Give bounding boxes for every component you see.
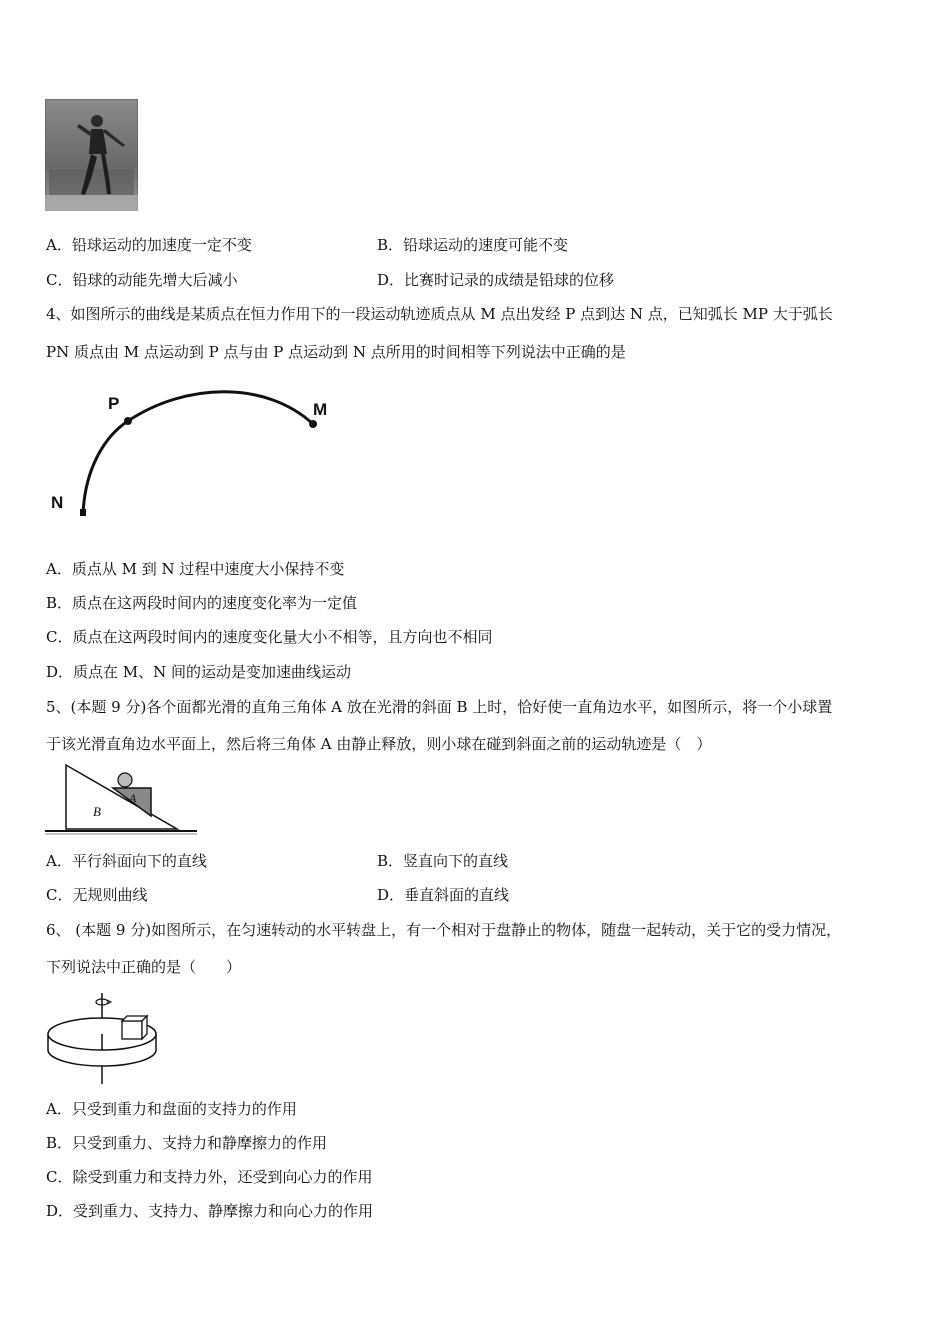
q6-option-c: C．除受到重力和支持力外，还受到向心力的作用 bbox=[46, 1168, 373, 1186]
shot-put-photo bbox=[45, 99, 138, 211]
q5-option-c: C．无规则曲线 bbox=[46, 886, 148, 904]
q5-option-b: B．竖直向下的直线 bbox=[377, 852, 509, 870]
q5-option-a: A．平行斜面向下的直线 bbox=[46, 852, 207, 870]
q6-option-b: B．只受到重力、支持力和静摩擦力的作用 bbox=[46, 1134, 328, 1152]
q6-stem-line1: 6、 (本题 9 分)如图所示，在匀速转动的水平转盘上，有一个相对于盘静止的物体，随盘一起转动，关于它的受力情况， bbox=[46, 921, 842, 939]
q6-option-d: D．受到重力、支持力、静摩擦力和向心力的作用 bbox=[46, 1202, 374, 1220]
q6-option-a: A．只受到重力和盘面的支持力的作用 bbox=[46, 1100, 297, 1118]
q4-stem-line1: 4、如图所示的曲线是某质点在恒力作用下的一段运动轨迹质点从 M 点出发经 P 点到达 N 点，已知弧长 MP 大于弧长 bbox=[46, 305, 833, 323]
q4-label-n: N bbox=[51, 493, 64, 512]
q5-wedge-figure bbox=[45, 760, 200, 838]
q4-option-d: D．质点在 M、N 间的运动是变加速曲线运动 bbox=[46, 663, 352, 681]
q4-option-a: A．质点从 M 到 N 过程中速度大小保持不变 bbox=[46, 560, 345, 578]
q6-turntable-figure bbox=[45, 990, 160, 1087]
q6-stem-line2: 下列说法中正确的是（ ） bbox=[46, 958, 242, 976]
q5-option-d: D．垂直斜面的直线 bbox=[377, 886, 510, 904]
q4-option-c: C．质点在这两段时间内的速度变化量大小不相等，且方向也不相同 bbox=[46, 628, 493, 646]
q5-label-a: A bbox=[129, 791, 137, 805]
q4-stem-line2: PN 质点由 M 点运动到 P 点与由 P 点运动到 N 点所用的时间相等下列说法中正确的是 bbox=[46, 343, 626, 361]
q4-trajectory-figure bbox=[45, 378, 335, 523]
q3-option-c: C．铅球的动能先增大后减小 bbox=[46, 271, 238, 289]
q3-option-b: B．铅球运动的速度可能不变 bbox=[377, 236, 569, 254]
q3-option-d: D．比赛时记录的成绩是铅球的位移 bbox=[377, 271, 615, 289]
q5-stem-line2: 于该光滑直角边水平面上，然后将三角体 A 由静止释放，则小球在碰到斜面之前的运动轨迹是（ ） bbox=[46, 735, 712, 753]
q5-stem-line1: 5、(本题 9 分)各个面都光滑的直角三角体 A 放在光滑的斜面 B 上时，恰好使一直角边水平，如图所示，将一个小球置 bbox=[46, 698, 833, 716]
q3-option-a: A．铅球运动的加速度一定不变 bbox=[46, 236, 252, 254]
q4-option-b: B．质点在这两段时间内的速度变化率为一定值 bbox=[46, 594, 358, 612]
q5-label-b: B bbox=[93, 804, 101, 819]
q4-label-m: M bbox=[313, 400, 328, 419]
q4-label-p: P bbox=[108, 394, 120, 413]
